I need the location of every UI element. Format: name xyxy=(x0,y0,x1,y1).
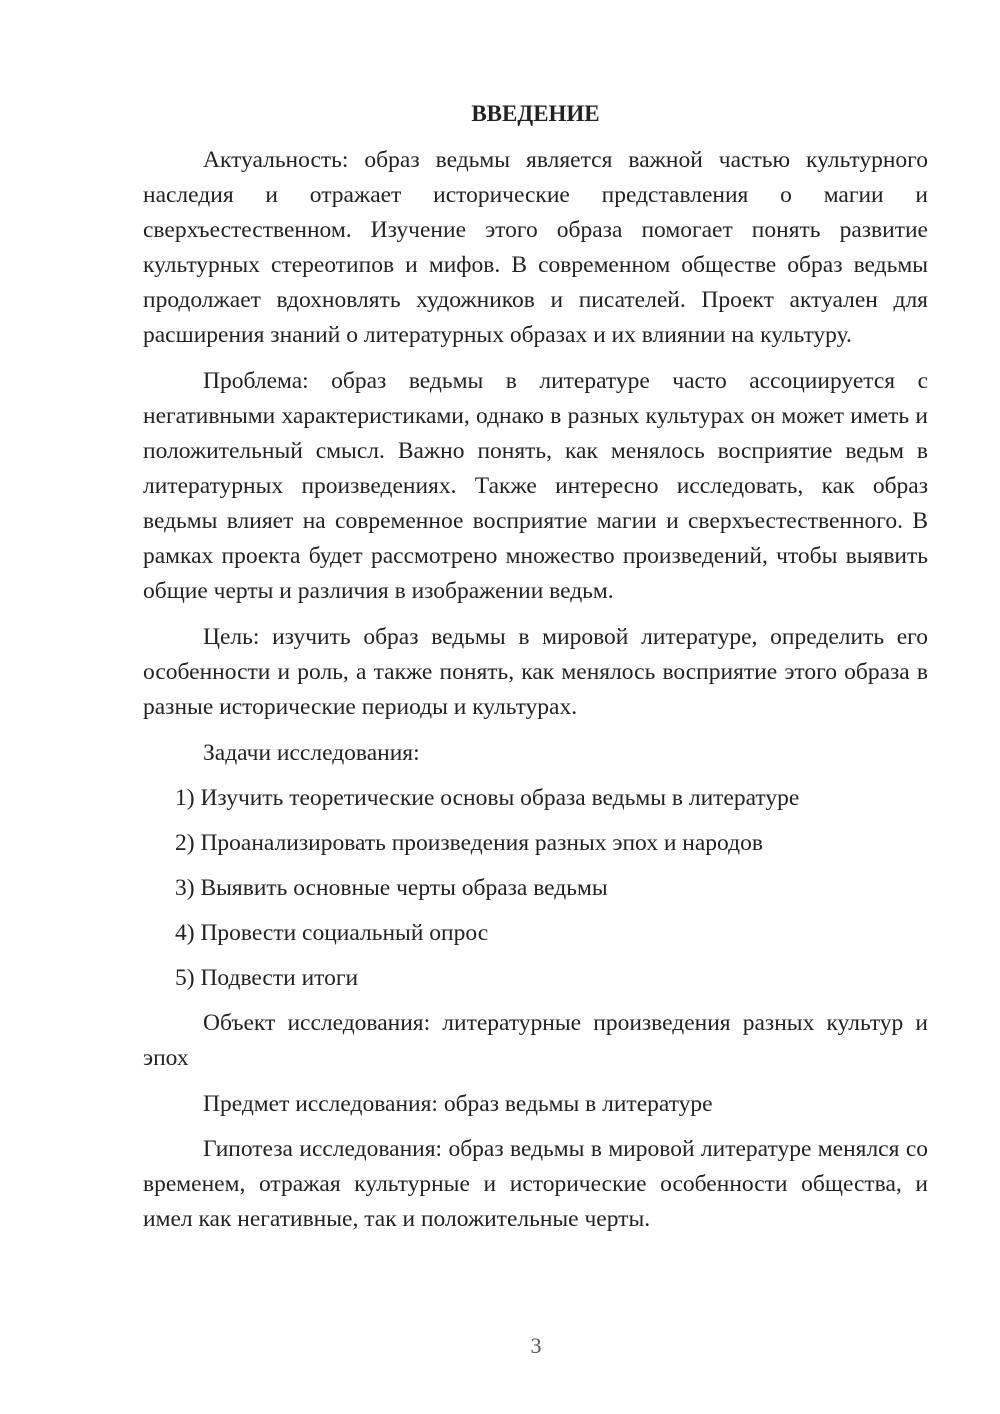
problem-paragraph: Проблема: образ ведьмы в литературе часто ассоциируется с негативными характеристиками, однако в разных культурах он может иметь и положительный смысл. Важно понять, как менялось восприятие ведьм в литературных произведениях. Также интересно исследовать, как образ ведьмы влияет на современное восприятие магии и сверхъестественного. В рамках проекта будет рассмотрено множество произведений, чтобы выявить общие черты и различия в изображении ведьм. xyxy=(143,368,928,604)
task-item: 3) Выявить основные черты образа ведьмы xyxy=(175,875,608,901)
task-item: 1) Изучить теоретические основы образа ведьмы в литературе xyxy=(175,785,800,811)
subject-paragraph: Предмет исследования: образ ведьмы в литературе xyxy=(203,1091,713,1117)
page-content xyxy=(143,96,928,1248)
page-number: 3 xyxy=(530,1333,542,1358)
task-item: 4) Провести социальный опрос xyxy=(175,920,489,946)
task-item: 5) Подвести итоги xyxy=(175,965,359,991)
task-item: 2) Проанализировать произведения разных эпох и народов xyxy=(175,830,763,856)
goal-paragraph: Цель: изучить образ ведьмы в мировой литературе, определить его особенности и роль, а также понять, как менялось восприятие этого образа в разные исторические периоды и культурах. xyxy=(143,624,928,720)
tasks-title: Задачи исследования: xyxy=(203,740,420,766)
tasks-list xyxy=(143,781,928,996)
relevance-paragraph: Актуальность: образ ведьмы является важной частью культурного наследия и отражает исторические представления о магии и сверхъестественном. Изучение этого образа помогает понять развитие культурных стереотипов и мифов. В современном обществе образ ведьмы продолжает вдохновлять художников и писателей. Проект актуален для расширения знаний о литературных образах и их влиянии на культуру. xyxy=(143,147,928,348)
object-paragraph: Объект исследования: литературные произведения разных культур и эпох xyxy=(143,1010,928,1071)
hypothesis-paragraph: Гипотеза исследования: образ ведьмы в мировой литературе менялся со временем, отражая культурные и исторические особенности общества, и имел как негативные, так и положительные черты. xyxy=(143,1136,928,1232)
section-heading: ВВЕДЕНИЕ xyxy=(471,101,600,126)
